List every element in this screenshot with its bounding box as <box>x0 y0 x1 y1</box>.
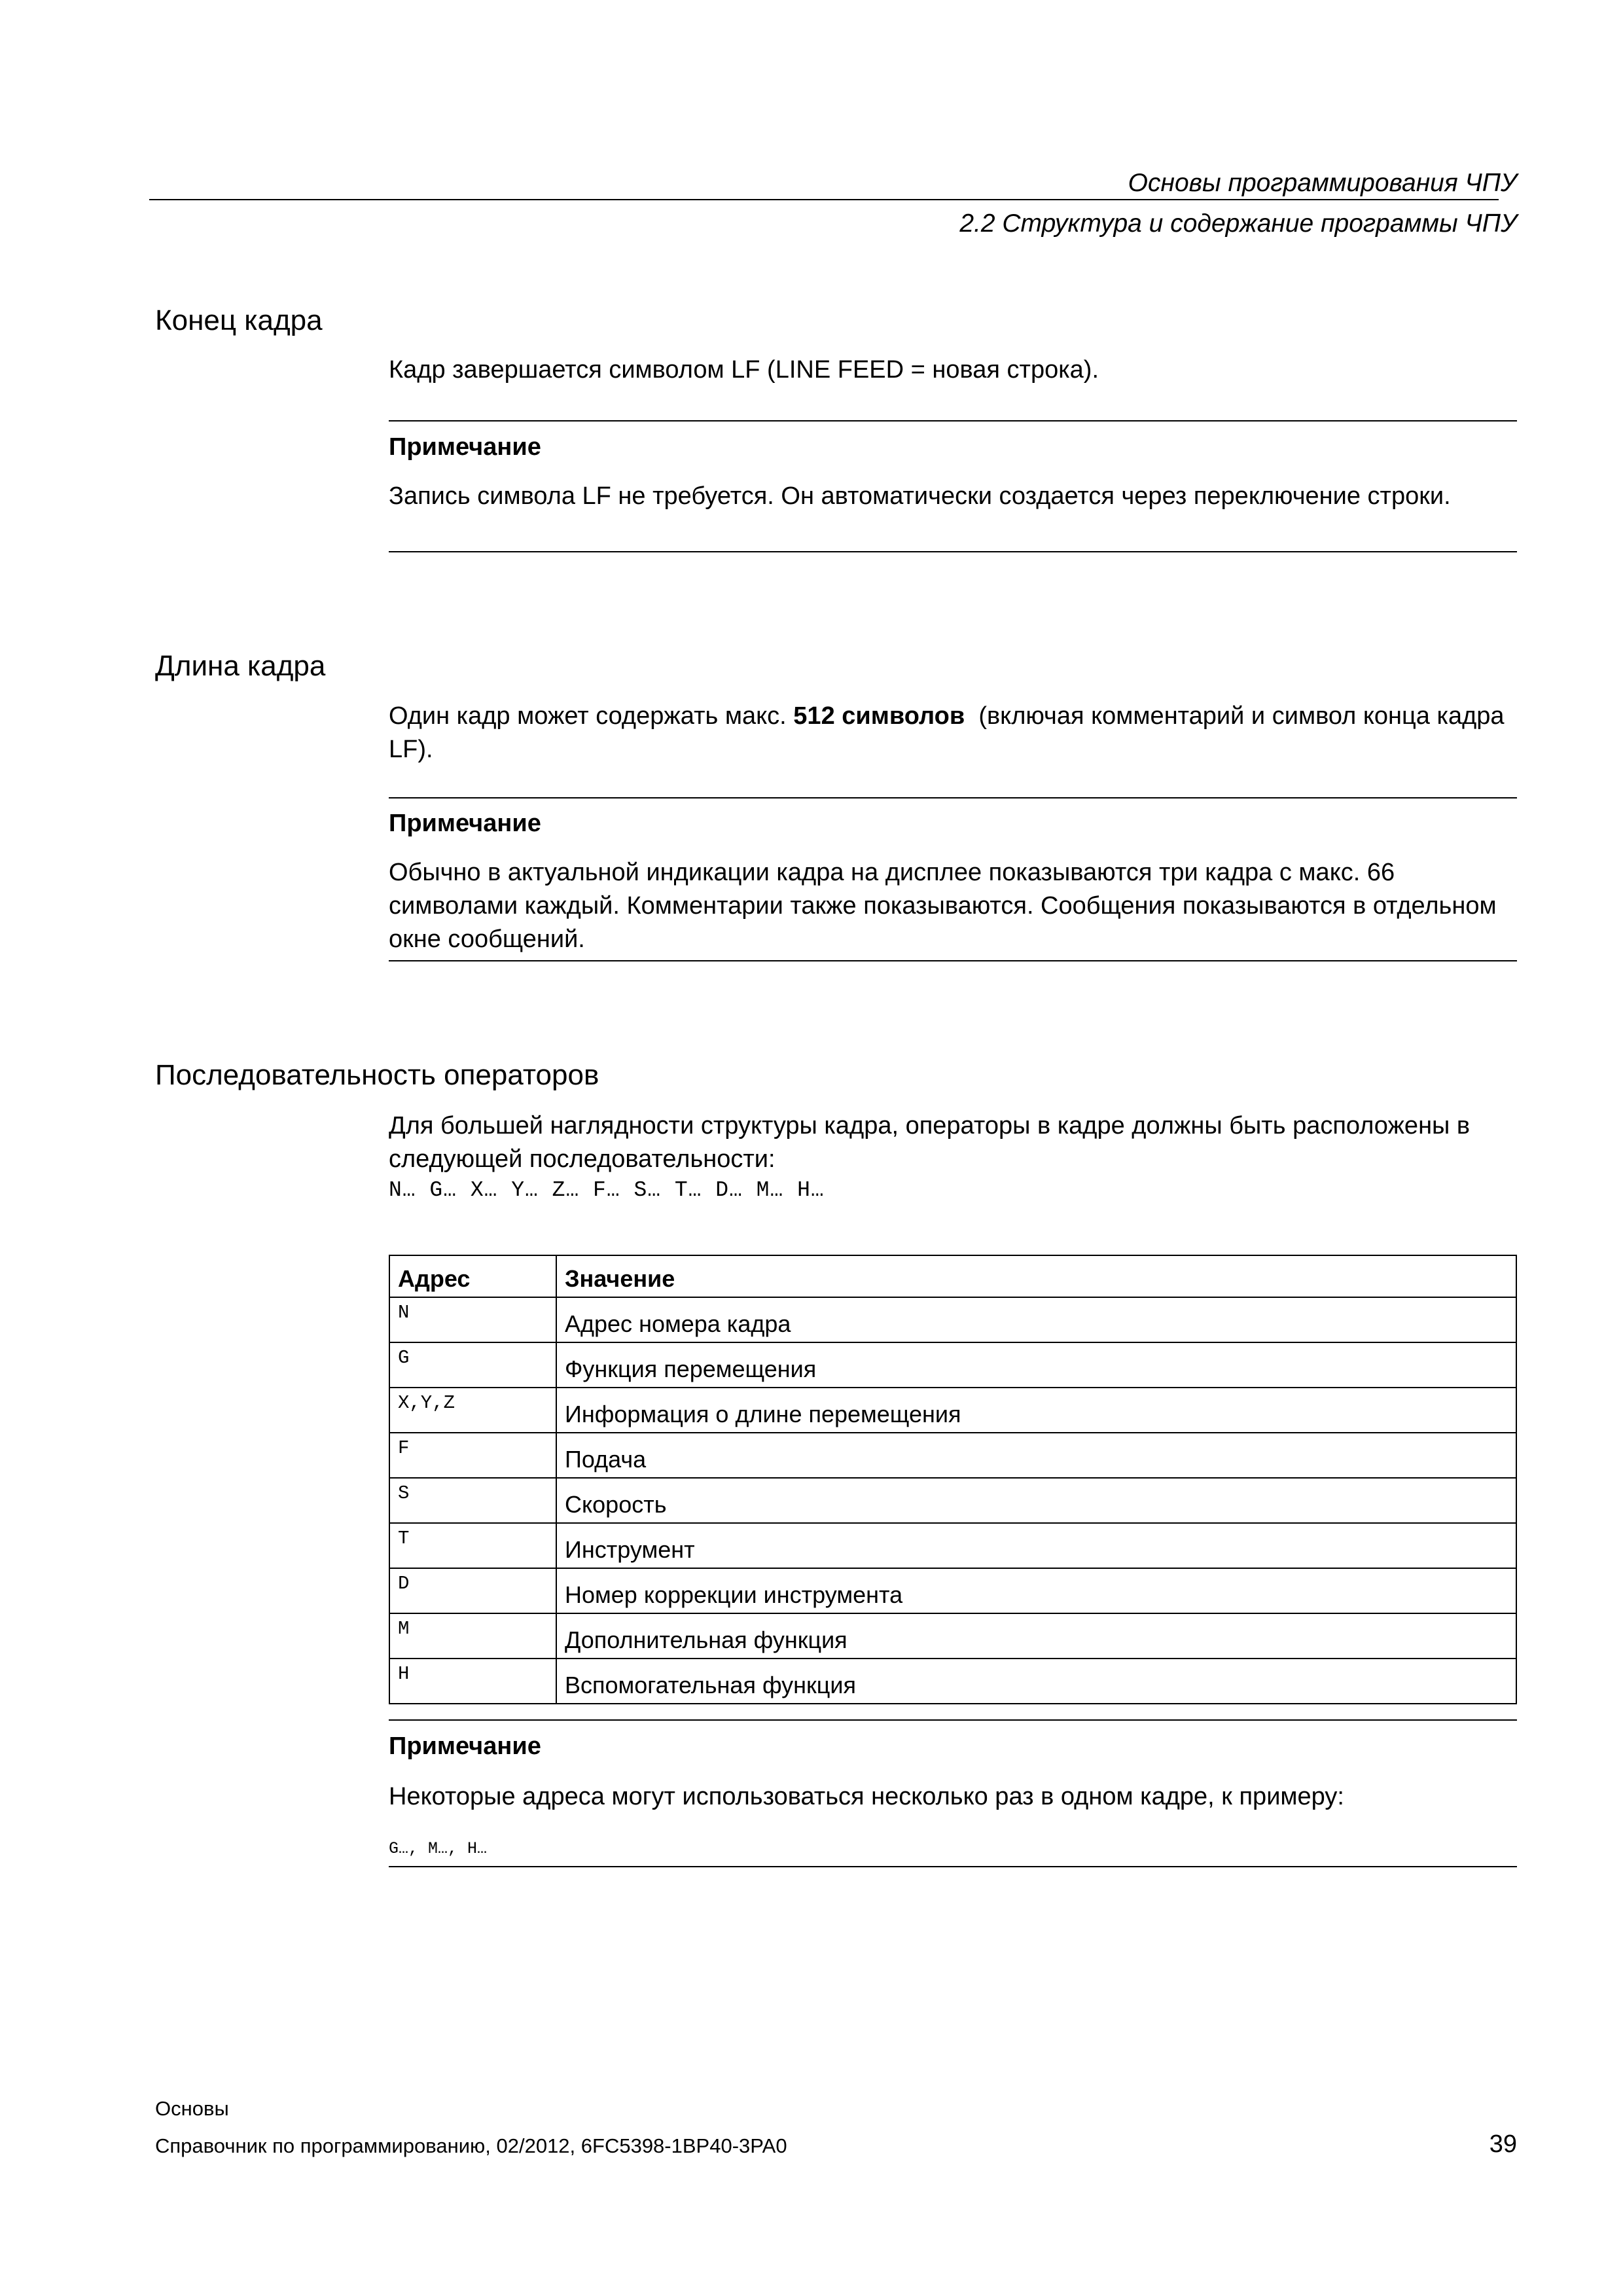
note-title: Примечание <box>389 433 541 461</box>
meaning-cell: Подача <box>556 1433 1516 1478</box>
note-text: Обычно в актуальной индикации кадра на дисплее показываются три кадра с макс. 66 символами каждый. Комментарии также показываются. Сообщения показываются в отдельном окне сообщений. <box>389 859 1497 953</box>
header-rule <box>149 199 1499 200</box>
address-table <box>389 1255 1517 1704</box>
address-cell: M <box>389 1613 556 1659</box>
table-row <box>389 1433 1516 1478</box>
page-number: 39 <box>1489 2130 1517 2158</box>
table-row <box>389 1613 1516 1659</box>
address-cell: T <box>389 1523 556 1568</box>
table-row <box>389 1478 1516 1523</box>
note-title: Примечание <box>389 1732 541 1760</box>
note-bottom-rule <box>389 1866 1517 1867</box>
note-bottom-rule <box>389 960 1517 961</box>
table-row <box>389 1297 1516 1342</box>
address-cell: G <box>389 1342 556 1388</box>
meaning-cell: Дополнительная функция <box>556 1613 1516 1659</box>
column-header-address: Адрес <box>389 1255 556 1297</box>
heading-sequence: Последовательность операторов <box>155 1059 599 1091</box>
block-length-max-chars: 512 символов <box>793 702 965 730</box>
note-top-rule <box>389 420 1517 422</box>
meaning-cell: Номер коррекции инструмента <box>556 1568 1516 1613</box>
sequence-text: Для большей наглядности структуры кадра, операторы в кадре должны быть расположены в следующей последовательности: <box>389 1112 1471 1173</box>
table-row <box>389 1388 1516 1433</box>
address-cell: H <box>389 1659 556 1704</box>
running-header-chapter: Основы программирования ЧПУ <box>1128 169 1517 197</box>
block-length-text-before: Один кадр может содержать макс. <box>389 702 787 730</box>
table-row <box>389 1342 1516 1388</box>
column-header-meaning: Значение <box>556 1255 1516 1297</box>
address-cell: F <box>389 1433 556 1478</box>
note-text: Запись символа LF не требуется. Он автоматически создается через переключение строки. <box>389 482 1451 510</box>
heading-block-length: Длина кадра <box>155 650 326 682</box>
table-header-row <box>389 1255 1516 1297</box>
heading-block-end: Конец кадра <box>155 304 323 336</box>
address-cell: X,Y,Z <box>389 1388 556 1433</box>
address-cell: N <box>389 1297 556 1342</box>
table-row <box>389 1659 1516 1704</box>
block-length-text <box>389 700 1517 766</box>
table-row <box>389 1523 1516 1568</box>
note-top-rule <box>389 1719 1517 1721</box>
note-top-rule <box>389 797 1517 798</box>
table-row <box>389 1568 1516 1613</box>
meaning-cell: Функция перемещения <box>556 1342 1516 1388</box>
note-text: Некоторые адреса могут использоваться несколько раз в одном кадре, к примеру: <box>389 1783 1344 1810</box>
note-bottom-rule <box>389 551 1517 552</box>
address-cell: S <box>389 1478 556 1523</box>
meaning-cell: Скорость <box>556 1478 1516 1523</box>
note-title: Примечание <box>389 810 541 837</box>
block-end-text: Кадр завершается символом LF (LINE FEED = новая строка). <box>389 356 1099 384</box>
footer-doc-reference: Справочник по программированию, 02/2012, 6FC5398-1BP40-3PA0 <box>155 2134 787 2157</box>
note-example: G…, M…, H… <box>389 1839 488 1858</box>
running-header-section: 2.2 Структура и содержание программы ЧПУ <box>959 209 1517 238</box>
meaning-cell: Инструмент <box>556 1523 1516 1568</box>
address-cell: D <box>389 1568 556 1613</box>
meaning-cell: Информация о длине перемещения <box>556 1388 1516 1433</box>
meaning-cell: Вспомогательная функция <box>556 1659 1516 1704</box>
footer-title: Основы <box>155 2097 229 2120</box>
block-length-text-after: (включая комментарий и символ конца кадра LF). <box>389 702 1505 763</box>
sequence-order: N… G… X… Y… Z… F… S… T… D… M… H… <box>389 1178 825 1202</box>
meaning-cell: Адрес номера кадра <box>556 1297 1516 1342</box>
